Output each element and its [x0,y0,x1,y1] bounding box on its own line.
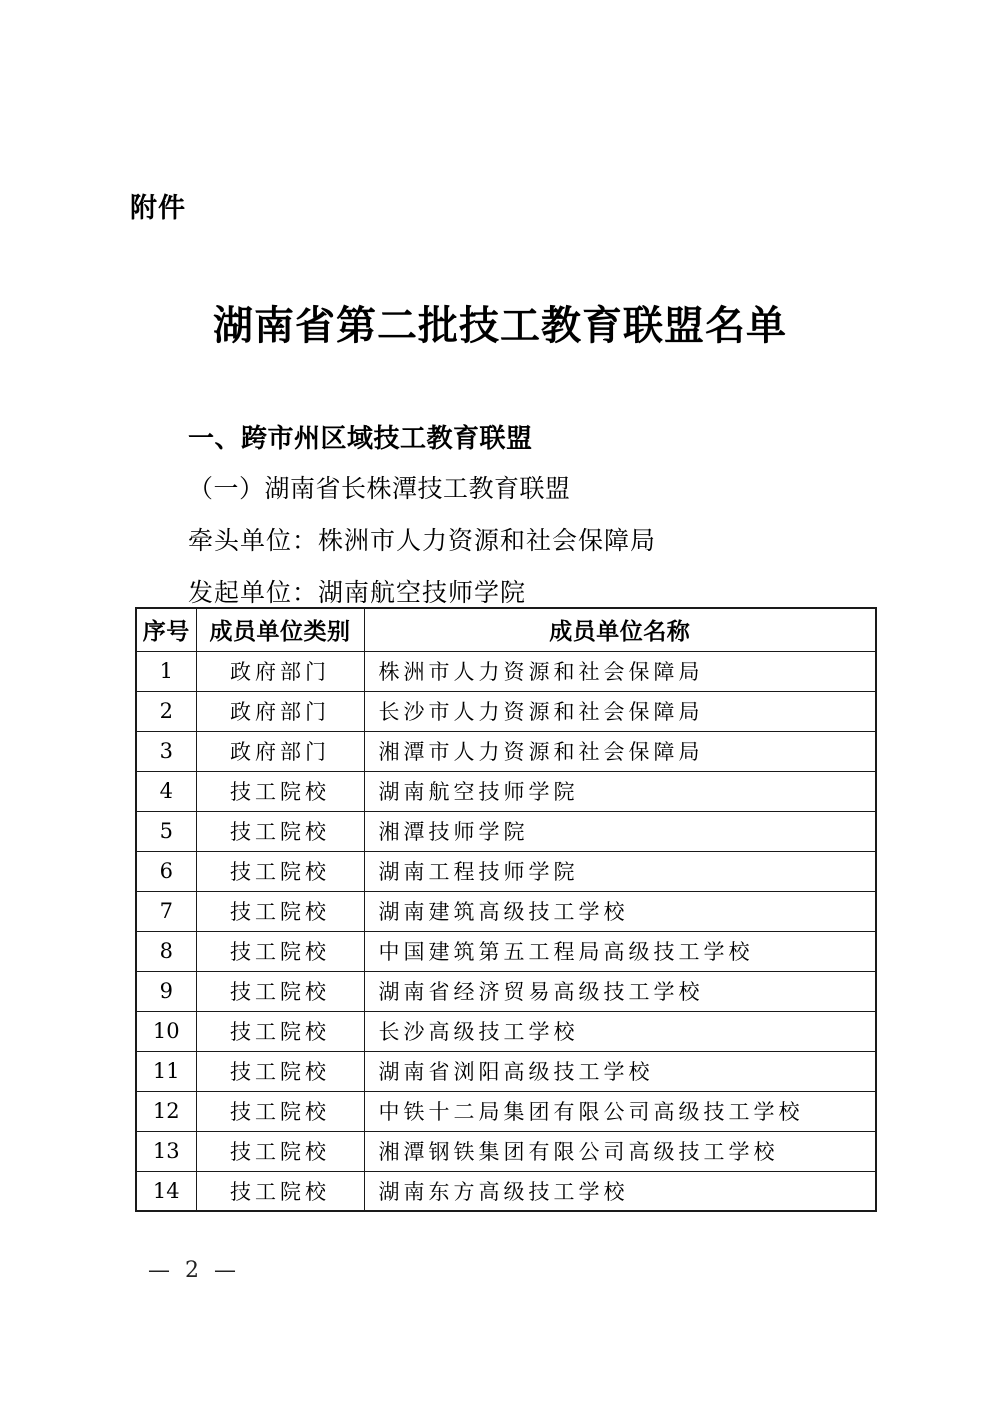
cell-seq: 3 [136,731,196,771]
page-number: — 2 — [148,1258,240,1283]
cell-seq: 7 [136,891,196,931]
cell-seq: 12 [136,1091,196,1131]
table-row [136,691,876,731]
cell-seq: 2 [136,691,196,731]
cell-type: 技工院校 [196,1171,364,1211]
table-row [136,1051,876,1091]
section-heading: 一、跨市州区域技工教育联盟 [188,423,533,453]
cell-type: 政府部门 [196,651,364,691]
cell-type: 技工院校 [196,971,364,1011]
table-row [136,1011,876,1051]
cell-type: 技工院校 [196,891,364,931]
header-seq: 序号 [136,608,196,651]
subsection-heading: （一）湖南省长株潭技工教育联盟 [188,474,571,503]
cell-type: 技工院校 [196,1131,364,1171]
cell-seq: 4 [136,771,196,811]
cell-seq: 13 [136,1131,196,1171]
cell-type: 技工院校 [196,851,364,891]
cell-name: 株洲市人力资源和社会保障局 [364,651,876,691]
cell-name: 长沙市人力资源和社会保障局 [364,691,876,731]
cell-type: 技工院校 [196,931,364,971]
member-table-body [136,651,876,1211]
cell-name: 湖南省浏阳高级技工学校 [364,1051,876,1091]
cell-name: 湖南东方高级技工学校 [364,1171,876,1211]
cell-name: 长沙高级技工学校 [364,1011,876,1051]
cell-seq: 14 [136,1171,196,1211]
page-title: 湖南省第二批技工教育联盟名单 [213,302,787,349]
initiator-line: 发起单位：湖南航空技师学院 [188,578,527,607]
cell-name: 湖南工程技师学院 [364,851,876,891]
table-row [136,971,876,1011]
table-row [136,651,876,691]
cell-name: 湖南省经济贸易高级技工学校 [364,971,876,1011]
cell-type: 技工院校 [196,1051,364,1091]
table-row [136,811,876,851]
table-row [136,1131,876,1171]
table-row [136,891,876,931]
table-row [136,1171,876,1211]
cell-seq: 6 [136,851,196,891]
cell-name: 湘潭市人力资源和社会保障局 [364,731,876,771]
cell-seq: 1 [136,651,196,691]
table-row [136,731,876,771]
cell-seq: 8 [136,931,196,971]
cell-type: 政府部门 [196,691,364,731]
table-row [136,851,876,891]
cell-seq: 11 [136,1051,196,1091]
cell-type: 技工院校 [196,811,364,851]
cell-name: 湖南航空技师学院 [364,771,876,811]
table-header-row [136,608,876,651]
cell-type: 政府部门 [196,731,364,771]
table-row [136,1091,876,1131]
header-name: 成员单位名称 [364,608,876,651]
cell-name: 湘潭技师学院 [364,811,876,851]
cell-type: 技工院校 [196,1011,364,1051]
cell-type: 技工院校 [196,1091,364,1131]
cell-seq: 5 [136,811,196,851]
cell-name: 湘潭钢铁集团有限公司高级技工学校 [364,1131,876,1171]
cell-name: 湖南建筑高级技工学校 [364,891,876,931]
table-row [136,771,876,811]
member-table [135,607,877,1212]
lead-unit-line: 牵头单位：株洲市人力资源和社会保障局 [188,526,657,555]
cell-seq: 9 [136,971,196,1011]
header-type: 成员单位类别 [196,608,364,651]
cell-seq: 10 [136,1011,196,1051]
cell-type: 技工院校 [196,771,364,811]
table-row [136,931,876,971]
attachment-label: 附件 [130,193,186,223]
cell-name: 中国建筑第五工程局高级技工学校 [364,931,876,971]
cell-name: 中铁十二局集团有限公司高级技工学校 [364,1091,876,1131]
